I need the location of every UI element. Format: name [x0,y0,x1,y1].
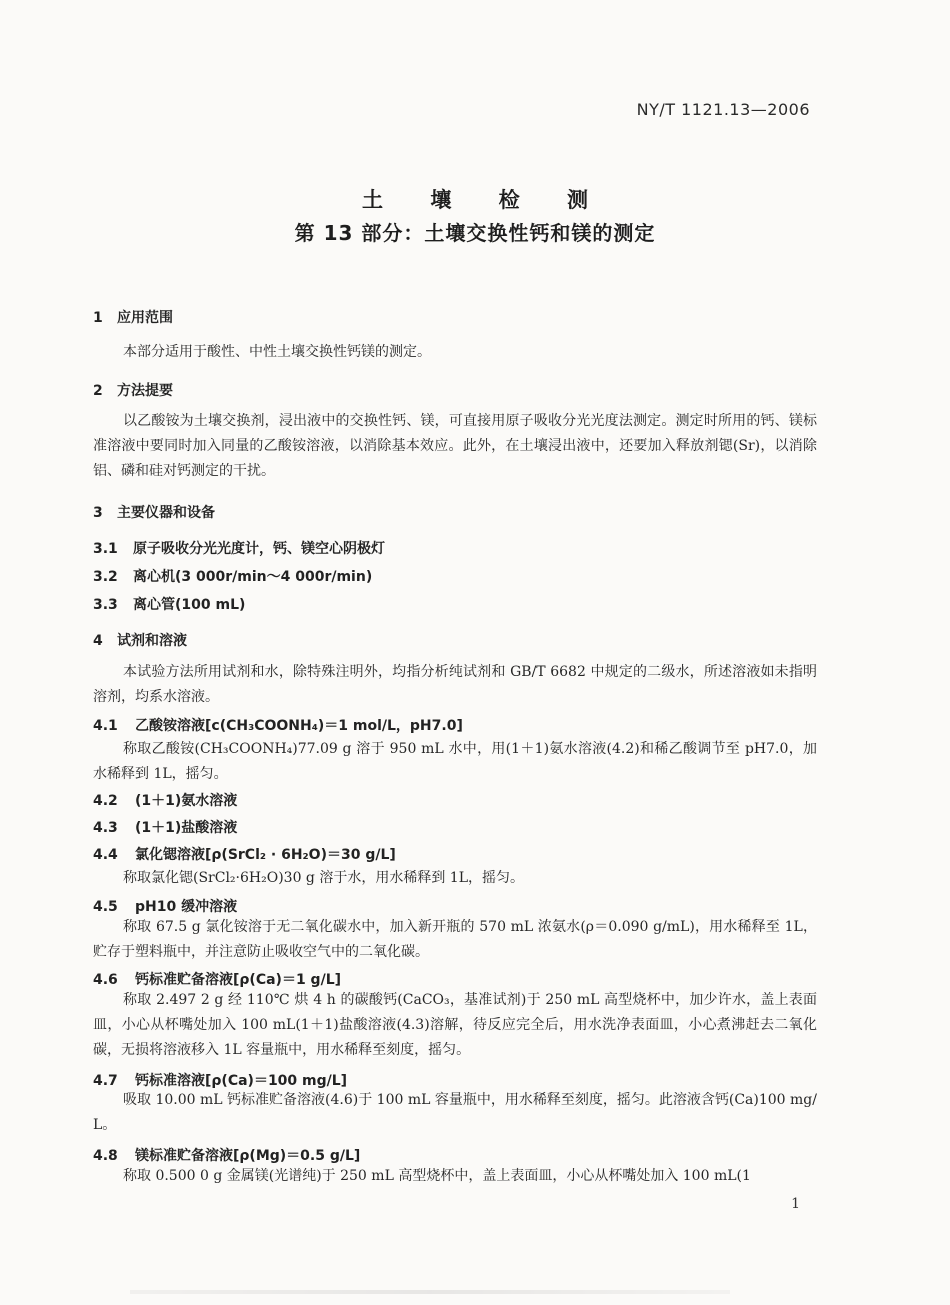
section-number: 3 [93,505,103,521]
section-heading-3 [93,502,833,522]
subsection-heading-4-3 [93,817,833,837]
subsection-heading-4-2 [93,790,833,810]
subsection-heading-4-4 [93,844,833,864]
section-title: 主要仪器和设备 [117,505,215,521]
subsection-number: 4.2 [93,793,118,809]
subsection-heading-3-1 [93,538,833,558]
subsection-paragraph: 称取 67.5 g 氯化铵溶于无二氧化碳水中，加入新开瓶的 570 mL 浓氨水(ρ＝0.090 g/mL)，用水稀释至 1L，贮存于塑料瓶中，并注意防止吸收空气中的二氧化碳。 [93,919,817,960]
section-title: 应用范围 [117,310,173,326]
subsection-paragraph: 称取乙酸铵(CH₃COONH₄)77.09 g 溶于 950 mL 水中，用(1＋1)氨水溶液(4.2)和稀乙酸调节至 pH7.0，加水稀释到 1L，摇匀。 [93,741,817,782]
section-paragraph: 以乙酸铵为土壤交换剂，浸出液中的交换性钙、镁，可直接用原子吸收分光光度法测定。测定时所用的钙、镁标准溶液中要同时加入同量的乙酸铵溶液，以消除基本效应。此外，在土壤浸出液中，还要加入释放剂锶(Sr)，以消除铝、磷和硅对钙测定的干扰。 [93,413,817,479]
subsection-heading-3-3 [93,594,833,614]
subsection-paragraph: 称取 2.497 2 g 经 110℃ 烘 4 h 的碳酸钙(CaCO₃，基准试剂)于 250 mL 高型烧杯中，加少许水，盖上表面皿，小心从杯嘴处加入 100 mL(1＋1)盐酸溶液(4.3)溶解，待反应完全后，用水洗净表面皿，小心煮沸赶去二氧化碳，无损将溶液移入 1L 容量瓶中，用水稀释至刻度，摇匀。 [93,992,817,1058]
section-number: 4 [93,633,103,649]
standard-number: NY/T 1121.13—2006 [636,100,810,119]
section-title: 方法提要 [117,383,173,399]
section-title: 试剂和溶液 [117,633,187,649]
subsection-number: 3.3 [93,597,118,613]
subsection-paragraph: 称取 0.500 0 g 金属镁(光谱纯)于 250 mL 高型烧杯中，盖上表面皿，小心从杯嘴处加入 100 mL(1 [123,1168,751,1184]
subsection-heading-4-6 [93,969,833,989]
section-paragraph: 本试验方法所用试剂和水，除特殊注明外，均指分析纯试剂和 GB/T 6682 中规定的二级水，所述溶液如未指明溶剂，均系水溶液。 [93,664,817,705]
scan-bleed-through [130,1290,730,1294]
section-heading-4 [93,630,833,650]
subsection-number: 3.1 [93,541,118,557]
section-number: 1 [93,310,103,326]
subsection-number: 4.6 [93,972,118,988]
subsection-title: (1＋1)盐酸溶液 [135,820,238,836]
subsection-number: 3.2 [93,569,118,585]
subsection-title: 镁标准贮备溶液[ρ(Mg)＝0.5 g/L] [135,1148,361,1164]
subsection-title: pH10 缓冲溶液 [135,899,238,915]
subsection-number: 4.7 [93,1073,118,1089]
section-heading-1 [93,307,833,327]
subsection-paragraph: 吸取 10.00 mL 钙标准贮备溶液(4.6)于 100 mL 容量瓶中，用水稀释至刻度，摇匀。此溶液含钙(Ca)100 mg/L。 [93,1092,817,1133]
subsection-title: 原子吸收分光光度计，钙、镁空心阴极灯 [133,541,385,557]
subsection-title: 离心管(100 mL) [133,597,246,613]
subsection-title: 钙标准溶液[ρ(Ca)＝100 mg/L] [135,1073,348,1089]
subsection-title: 钙标准贮备溶液[ρ(Ca)＝1 g/L] [135,972,342,988]
subsection-heading-4-5 [93,896,833,916]
subsection-number: 4.8 [93,1148,118,1164]
subsection-title: 氯化锶溶液[ρ(SrCl₂ · 6H₂O)＝30 g/L] [135,847,396,863]
subsection-title: 离心机(3 000r/min～4 000r/min) [133,569,373,585]
document-subtitle: 第 13 部分：土壤交换性钙和镁的测定 [294,221,656,245]
subsection-heading-4-8 [93,1145,833,1165]
subsection-title: 乙酸铵溶液[c(CH₃COONH₄)＝1 mol/L，pH7.0] [135,718,463,734]
subsection-number: 4.1 [93,718,118,734]
section-number: 2 [93,383,103,399]
subsection-title: (1＋1)氨水溶液 [135,793,238,809]
subsection-heading-4-1 [93,715,833,735]
subsection-number: 4.5 [93,899,118,915]
subsection-number: 4.3 [93,820,118,836]
subsection-number: 4.4 [93,847,118,863]
subsection-heading-4-7 [93,1070,833,1090]
subsection-heading-3-2 [93,566,833,586]
document-title: 土 壤 检 测 [362,188,608,212]
section-paragraph: 本部分适用于酸性、中性土壤交换性钙镁的测定。 [123,344,431,360]
section-heading-2 [93,380,833,400]
subsection-paragraph: 称取氯化锶(SrCl₂·6H₂O)30 g 溶于水，用水稀释到 1L，摇匀。 [123,870,524,886]
page-number: 1 [791,1196,800,1212]
